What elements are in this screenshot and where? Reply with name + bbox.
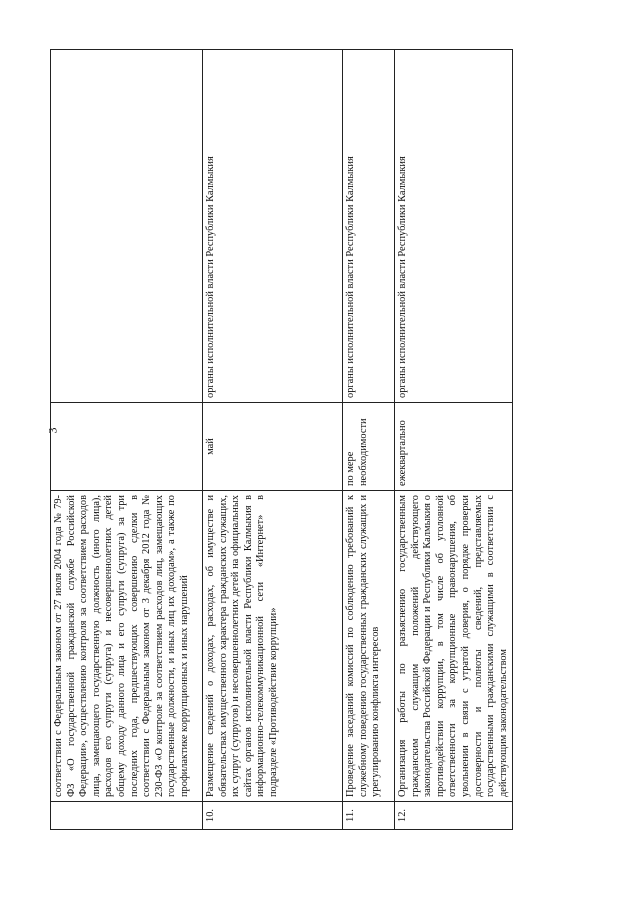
measure-text: Организация работы по разъяснению государственным гражданским служащим положений действующего законодательства Российской Федерации и Республики Калмыкия о противодействии коррупции, в том числе об уголовной ответственности за коррупционные правонарушения, об увольнении в связи с утратой доверия, о порядке проверки достоверности и полноты сведений, представляемых государственными гражданскими служащими в соответствии с действующим законодательством	[395, 491, 513, 802]
measure-text: Проведение заседаний комиссий по соблюдению требований к служебному поведению государственных гражданских служащих и урегулированию конфликта интересов	[343, 491, 395, 802]
measures-table-container	[50, 50, 509, 830]
table-row	[395, 50, 513, 830]
measure-responsible: органы исполнительной власти Республики Калмыкия	[343, 50, 395, 403]
measure-responsible: органы исполнительной власти Республики Калмыкия	[395, 50, 513, 403]
measure-text: соответствии с Федеральным законом от 27 июля 2004 года № 79-ФЗ «О государственной гражданской службе Российской Федерации», осуществлению контроля за соответствием расходов лица, замещающего государственную должность (иного лица), расходов его супруги (супруга) и несовершеннолетних детей общему доходу данного лица и его супруги (супруга) за три последних года, предшествующих совершению сделки в соответствии с Федеральным законом от 3 декабря 2012 года № 230-ФЗ «О контроле за соответствием расходов лиц, замещающих государственные должности, и иных лиц их доходам», а также по профилактике коррупционных и иных нарушений	[51, 491, 203, 802]
measure-term: по мере необходимости	[343, 403, 395, 491]
measure-text: Размещение сведений о доходах, расходах, об имуществе и обязательствах имущественного характера гражданских служащих, их супруг (супругов) и несовершеннолетних детей на официальных сайтах органов исполнительной власти Республики Калмыкия в информационно-телекоммуникационной сети «Интернет» в подразделе «Противодействие коррупции»	[203, 491, 343, 802]
page-number: 3	[45, 427, 60, 434]
measure-term: май	[203, 403, 343, 491]
measures-table	[50, 49, 513, 830]
table-row	[203, 50, 343, 830]
measure-responsible: органы исполнительной власти Республики Калмыкия	[203, 50, 343, 403]
row-number: 11.	[343, 802, 395, 830]
table-row	[343, 50, 395, 830]
table-row	[51, 50, 203, 830]
row-number: 10.	[203, 802, 343, 830]
row-number: 12.	[395, 802, 513, 830]
rotated-page	[50, 50, 509, 830]
row-number	[51, 802, 203, 830]
measure-term	[51, 403, 203, 491]
measure-term: ежеквартально	[395, 403, 513, 491]
measure-responsible	[51, 50, 203, 403]
